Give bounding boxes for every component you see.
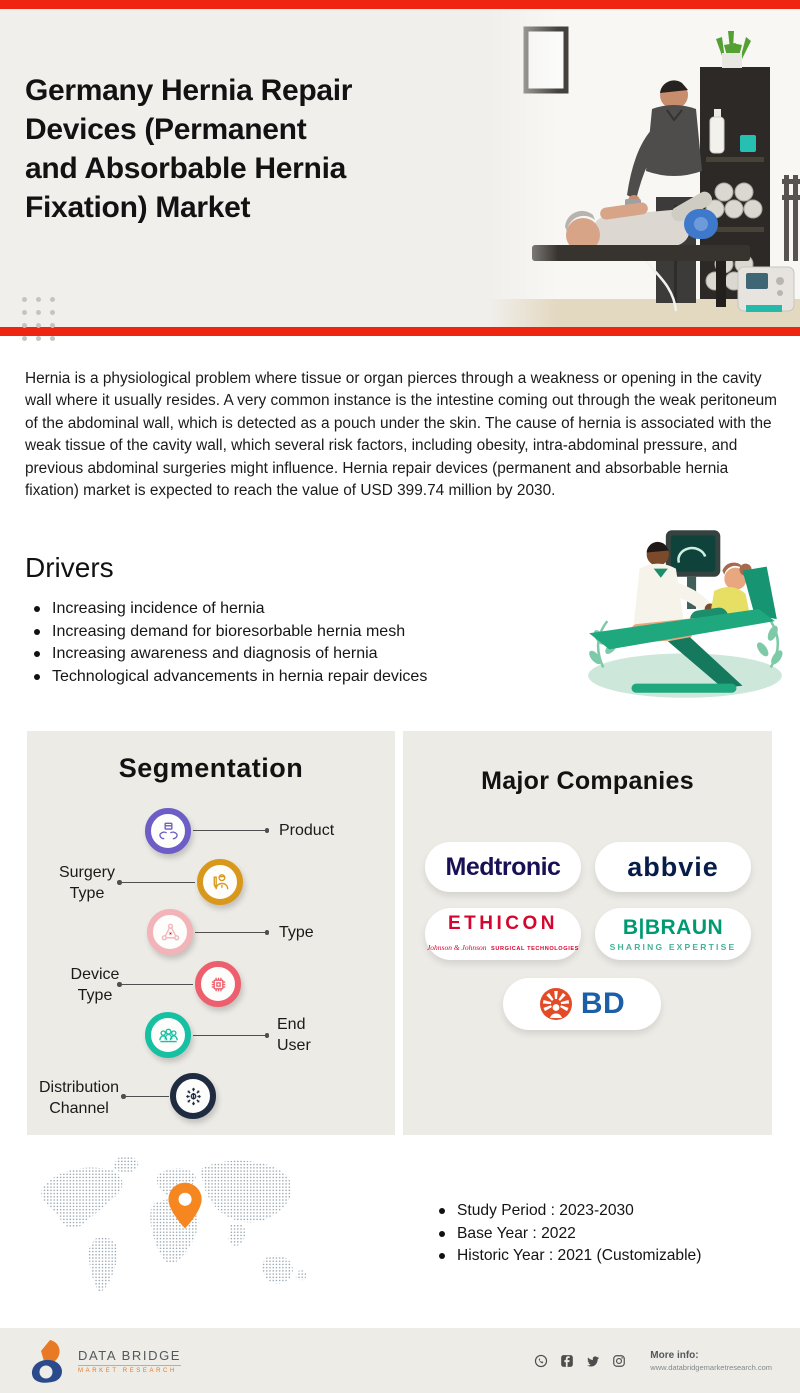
world-map-germany-pin — [24, 1150, 328, 1312]
more-info-block — [650, 1350, 772, 1372]
medtronic-logo: Medtronic — [445, 852, 561, 881]
segment-label-distribution-channel: Distribution Channel — [38, 1079, 120, 1117]
logo-card-bbraun — [595, 908, 751, 960]
johnson-johnson-script: Johnson & Johnson — [426, 943, 487, 952]
bd-logo: BD — [580, 987, 626, 1020]
dots-decoration — [22, 297, 55, 341]
major-companies-title: Major Companies — [481, 767, 694, 795]
people-group-icon — [157, 1024, 180, 1047]
intro-paragraph: Hernia is a physiological problem where tissue or organ pierces through a weakness or opening in the cavity wall where it usually resides. A very common instance is the intestine coming out through the weak peritoneum of the abdominal wall, which is detected as a pouch under the skin. The cause of hernia is associated with the weak tissue of the cavity wall, which several risk factors, including obesity, intra-abdominal pressure, and previous abdominal surgeries might influence. Hernia repair devices (permanent and absorbable hernia fixation) market is expected to reach the value of USD 399.74 million by 2030. — [25, 370, 777, 500]
network-triangle-icon — [159, 921, 182, 944]
twitter-icon[interactable] — [586, 1354, 600, 1368]
chip-icon — [207, 973, 230, 996]
logo-card-abbvie — [595, 842, 751, 892]
segmentation-panel — [27, 731, 395, 1135]
top-red-bar — [0, 0, 800, 9]
page-title — [25, 71, 445, 227]
facebook-icon[interactable] — [560, 1354, 574, 1368]
hands-holding-box-icon — [157, 820, 180, 843]
study-details-list — [437, 1200, 701, 1268]
segment-node-end-user — [145, 1012, 191, 1058]
segment-node-type — [147, 909, 193, 955]
segment-label-product: Product — [279, 822, 335, 839]
ethicon-sub-text — [427, 937, 579, 955]
drivers-list — [32, 598, 427, 688]
driver-item: Increasing incidence of hernia — [32, 598, 427, 621]
social-icons — [534, 1354, 626, 1368]
segment-connector — [195, 932, 267, 933]
surgical-technologies-caps: SURGICAL TECHNOLOGIES — [491, 946, 580, 952]
study-period-item: Study Period : 2023-2030 — [437, 1200, 701, 1223]
logo-card-medtronic — [425, 842, 581, 892]
base-year-item: Base Year : 2022 — [437, 1223, 701, 1246]
driver-item: Increasing demand for bioresorbable hernia mesh — [32, 621, 427, 644]
brand-name: DATA BRIDGE — [78, 1348, 181, 1366]
whatsapp-icon[interactable] — [534, 1354, 548, 1368]
distribution-arrows-icon — [182, 1085, 205, 1108]
logo-card-ethicon — [425, 908, 581, 960]
segment-connector — [193, 1035, 267, 1036]
segment-label-surgery-type: Surgery Type — [58, 864, 116, 902]
ultrasound-illustration — [573, 514, 797, 702]
instagram-icon[interactable] — [612, 1354, 626, 1368]
page-title-line: Fixation) Market — [25, 191, 251, 224]
segmentation-title: Segmentation — [118, 753, 304, 783]
segment-connector — [193, 830, 267, 831]
data-bridge-wordmark — [78, 1348, 181, 1374]
major-companies-panel — [403, 731, 772, 1135]
segment-connector — [119, 882, 195, 883]
page-title-line: and Absorbable Hernia — [25, 152, 346, 185]
header-photo-physiotherapy — [488, 9, 800, 327]
drivers-heading: Drivers — [25, 552, 114, 583]
bbraun-tagline: SHARING EXPERTISE — [609, 942, 737, 952]
page-title-line: Germany Hernia Repair — [25, 74, 353, 107]
logo-card-bd — [503, 978, 661, 1030]
footer-right — [534, 1350, 772, 1372]
page-title-line: Devices (Permanent — [25, 113, 307, 146]
brand-subtitle: MARKET RESEARCH — [78, 1367, 177, 1374]
data-bridge-logo-icon — [28, 1338, 70, 1384]
ethicon-logo: ETHICON — [448, 913, 558, 934]
segment-label-end-user: End User — [277, 1016, 311, 1054]
footer — [0, 1328, 800, 1393]
driver-item: Increasing awareness and diagnosis of hernia — [32, 643, 427, 666]
segment-node-device-type — [195, 961, 241, 1007]
data-bridge-logo — [28, 1338, 181, 1384]
segment-label-device-type: Device Type — [70, 966, 120, 1004]
segment-node-product — [145, 808, 191, 854]
bbraun-logo: B|BRAUN — [622, 916, 724, 939]
abbvie-logo: abbvie — [627, 851, 719, 882]
red-divider-line — [0, 327, 800, 336]
segment-node-surgery-type — [197, 859, 243, 905]
driver-item: Technological advancements in hernia repair devices — [32, 666, 427, 689]
header-section — [0, 9, 800, 327]
segment-label-type: Type — [279, 924, 314, 941]
segment-node-distribution-channel — [170, 1073, 216, 1119]
bd-burst-icon — [539, 987, 573, 1021]
website-url[interactable]: www.databridgemarketresearch.com — [650, 1362, 772, 1372]
more-info-label: More info: — [650, 1349, 699, 1361]
historic-year-item: Historic Year : 2021 (Customizable) — [437, 1245, 701, 1268]
surgeon-icon — [209, 871, 232, 894]
